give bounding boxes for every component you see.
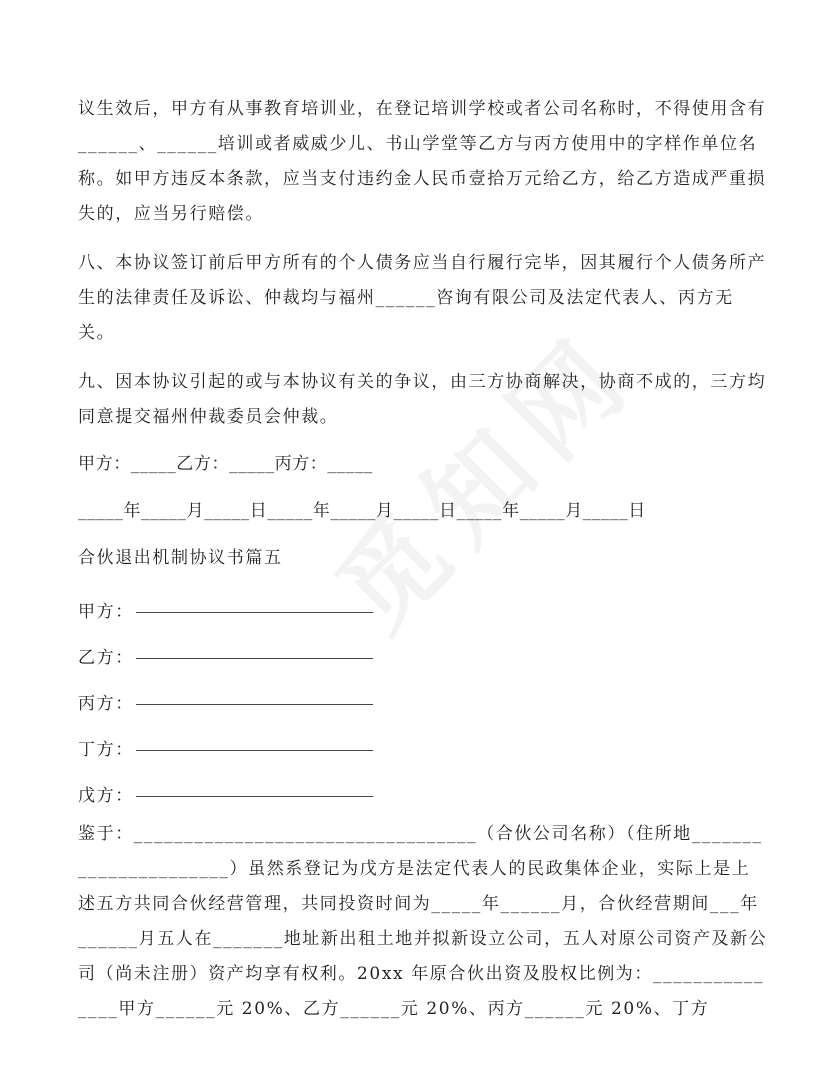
blank-line [136,612,373,613]
party-ding [78,725,768,760]
blank-line [136,750,373,751]
paragraph-clause-nine: 九、因本协议引起的或与本协议有关的争议，由三方协商解决，协商不成的，三方均同意提交福州仲裁委员会仲裁。 [78,372,767,427]
party-yi [78,633,768,668]
document-body [78,92,768,1027]
party-wu [78,771,768,806]
blank-line [136,796,373,797]
party-label: 甲方： [78,602,134,622]
party-label: 丙方： [78,694,134,714]
party-label: 戊方： [78,786,134,806]
party-bing [78,679,768,714]
paragraph-whereas: 鉴于：__________________________________（合伙公司名称）（住所地______________________）虽然系登记为戊方是法定代表人的民政集体企业，实际上是上述五方共同合伙经营管理，共同投资时间为_____年______月，合伙经营期间___年______月五人在_______地址新出租土地并拟新设立公司，五人对原公司资产及新公司（尚未注册）资产均享有权利。20xx 年原合伙出资及股权比例为：_______________甲方______元 20%、乙方______元 20%、丙方______元 20%、丁方 [78,824,768,1019]
party-label: 乙方： [78,648,134,668]
blank-line [136,704,373,705]
party-jia [78,587,768,622]
paragraph-clause-eight: 八、本协议签订前后甲方所有的个人债务应当自行履行完毕，因其履行个人债务所产生的法律责任及诉讼、仲裁均与福州______咨询有限公司及法定代表人、丙方无关。 [78,253,767,343]
paragraph-non-compete: 议生效后，甲方有从事教育培训业，在登记培训学校或者公司名称时，不得使用含有______、______培训或者威威少儿、书山学堂等乙方与丙方使用中的字样作单位名称。如甲方违反本条款，应当支付违约金人民币壹拾万元给乙方，给乙方造成严重损失的，应当另行赔偿。 [78,99,767,224]
blank-line [136,658,373,659]
section-title: 合伙退出机制协议书篇五 [78,548,283,568]
signature-line: 甲方：_____乙方：_____丙方：_____ [78,454,373,474]
date-line: _____年_____月_____日_____年_____月_____日_____年_____月_____日 [78,501,646,521]
party-label: 丁方： [78,740,134,760]
